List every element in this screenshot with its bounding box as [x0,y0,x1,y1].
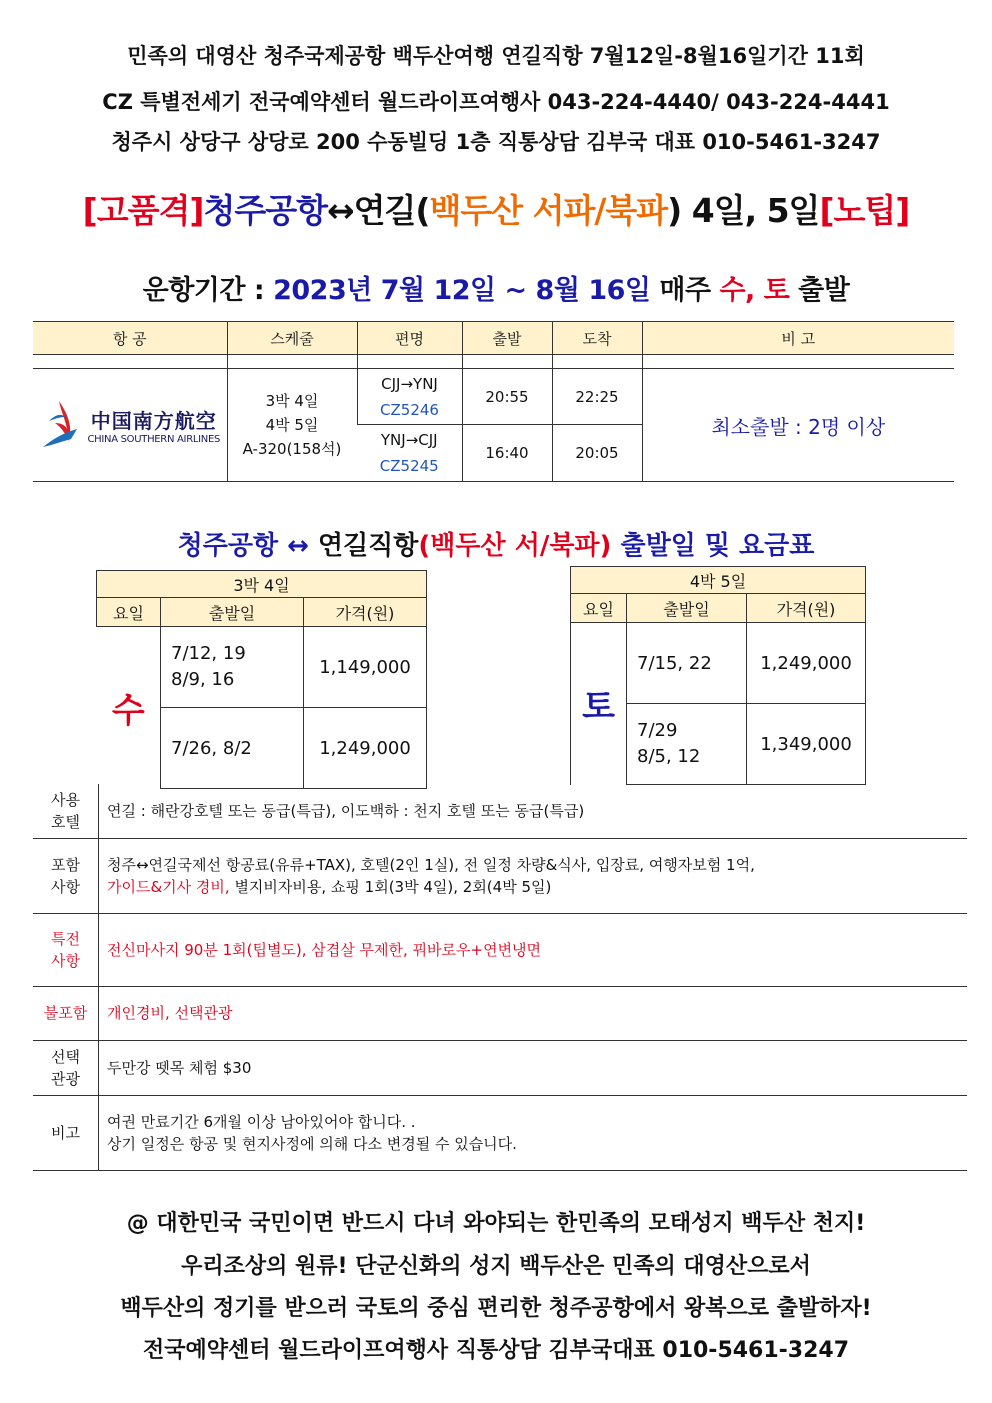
col-airline: 항 공 [33,322,227,355]
footer-line-2: 우리조상의 원류! 단군신화의 성지 백두산은 민족의 대영산으로서 [181,1254,811,1279]
title-baekdu: 백두산 서파/북파 [429,191,668,230]
price-table-4n5d [570,566,866,785]
info-row-included [33,838,967,913]
price-caption-3n4d: 3박 4일 [97,571,427,598]
col-schedule: 스케줄 [227,322,357,355]
dep-return: 16:40 [462,425,552,482]
price-value: 1,249,000 [304,708,427,789]
departure-dates: 7/26, 8/2 [161,708,304,789]
price-table-3n4d [96,570,427,789]
schedule-4n5d: 4박 5일 [265,416,319,434]
header-line-1: 민족의 대영산 청주국제공항 백두산여행 연길직항 7월12일-8월16일기간 11회 [127,44,865,68]
col-remarks: 비 고 [642,322,954,355]
price-value: 1,149,000 [304,627,427,708]
schedule-cell [227,369,357,482]
info-key-excluded: 불포함 [33,986,99,1040]
arr-return: 20:05 [552,425,642,482]
title-yanji: ↔연길( [326,191,430,230]
subtitle-part-4: 출발일 및 요금표 [611,531,815,561]
departure-dates: 7/15, 22 [627,623,747,704]
price-col-price: 가격(원) [747,594,866,623]
period-dates: 2023년 7월 12일 ~ 8월 16일 [273,275,651,306]
operation-period [0,268,992,307]
footer-line-1: @ 대한민국 국민이면 반드시 다녀 와야되는 한민족의 모태성지 백두산 천지! [126,1211,866,1236]
subtitle-part-3: (백두산 서/북파) [418,531,612,561]
page-title [0,185,992,232]
arr-outbound: 22:25 [552,369,642,425]
min-departure-note: 최소출발 : 2명 이상 [642,369,954,482]
price-value: 1,249,000 [747,623,866,704]
price-section-title [0,525,992,562]
info-row-special [33,913,967,986]
day-saturday: 토 [571,623,627,785]
info-value-excluded: 개인경비, 선택관광 [99,986,968,1040]
code-outbound: CZ5246 [380,400,439,419]
info-value-special: 전신마사지 90분 1회(팁별도), 삼겹살 무제한, 꿔바로우+연변냉면 [99,913,968,986]
departure-dates: 7/12, 19 8/9, 16 [161,627,304,708]
title-notip: [노팁] [819,191,910,230]
price-col-dates: 출발일 [627,594,747,623]
header-line-3: 청주시 상당구 상당로 200 수동빌딩 1층 직통상담 김부국 대표 010-5461-3247 [111,130,881,154]
price-row [571,623,866,704]
day-wednesday: 수 [97,627,161,789]
departure-dates: 7/29 8/5, 12 [627,704,747,785]
info-row-excluded [33,986,967,1040]
info-value-notes: 여권 만료기간 6개월 이상 남아있어야 합니다. . 상기 일정은 항공 및 현지사정에 의해 다소 변경될 수 있습니다. [99,1095,968,1170]
price-caption-4n5d: 4박 5일 [571,567,866,594]
route-return: YNJ→CJJ [380,431,438,449]
schedule-3n4d: 3박 4일 [265,392,319,410]
period-end: 출발 [789,275,850,306]
period-label: 운항기간 : [142,275,274,306]
info-value-included: 청주↔연길국제선 항공료(유류+TAX), 호텔(2인 1실), 전 일정 차량&식사, 입장료, 여행자보험 1억, 가이드&기사 경비, 별지비자비용, 쇼핑 1회(3박 4일), 2회(4박 5일) [99,838,968,913]
col-flight: 편명 [357,322,462,355]
subtitle-part-2: 연길직항 [317,531,419,561]
price-value: 1,349,000 [747,704,866,785]
header-line-2: CZ 특별전세기 전국예약센터 월드라이프여행사 043-224-4440/ 043-224-4441 [102,90,890,114]
info-value-optional: 두만강 뗏목 체험 $30 [99,1040,968,1095]
china-southern-logo-icon [39,399,79,451]
flight-outbound [357,369,462,425]
flight-header-row [33,322,954,355]
subtitle-part-1: 청주공항 ↔ [177,531,318,561]
info-value-hotel: 연길 : 해란강호텔 또는 동급(특급), 이도백하 : 천지 호텔 또는 동급(특급) [99,784,968,838]
price-col-price: 가격(원) [304,598,427,627]
title-premium: [고품격] [82,191,204,230]
info-row-notes [33,1095,967,1170]
info-key-special: 특전 사항 [33,913,99,986]
title-cheongju: 청주공항 [203,191,327,230]
col-departure: 출발 [462,322,552,355]
info-row-optional [33,1040,967,1095]
aircraft: A-320(158석) [242,440,342,458]
info-key-notes: 비고 [33,1095,99,1170]
title-days: ) 4일, 5일 [667,191,820,230]
info-row-hotel [33,784,967,838]
period-mid: 매주 [650,275,720,306]
footer-line-4: 전국예약센터 월드라이프여행사 직통상담 김부국대표 010-5461-3247 [142,1338,850,1363]
info-key-included: 포함 사항 [33,838,99,913]
info-table [33,784,967,1171]
info-key-optional: 선택 관광 [33,1040,99,1095]
period-days: 수, 토 [719,275,790,306]
dep-outbound: 20:55 [462,369,552,425]
price-col-day: 요일 [97,598,161,627]
footer-line-3: 백두산의 정기를 받으러 국토의 중심 편리한 청주공항에서 왕복으로 출발하자! [120,1296,872,1321]
airline-name-cn: 中国南方航空 [90,409,217,433]
flight-row-outbound [33,369,954,425]
airline-logo [33,369,227,482]
route-outbound: CJJ→YNJ [381,374,438,393]
flight-return [357,425,462,482]
code-return: CZ5245 [379,457,439,475]
info-key-hotel: 사용 호텔 [33,784,99,838]
price-row [97,627,427,708]
price-col-day: 요일 [571,594,627,623]
airline-name-en: CHINA SOUTHERN AIRLINES [87,434,221,445]
price-col-dates: 출발일 [161,598,304,627]
flight-table [33,321,954,482]
col-arrival: 도착 [552,322,642,355]
